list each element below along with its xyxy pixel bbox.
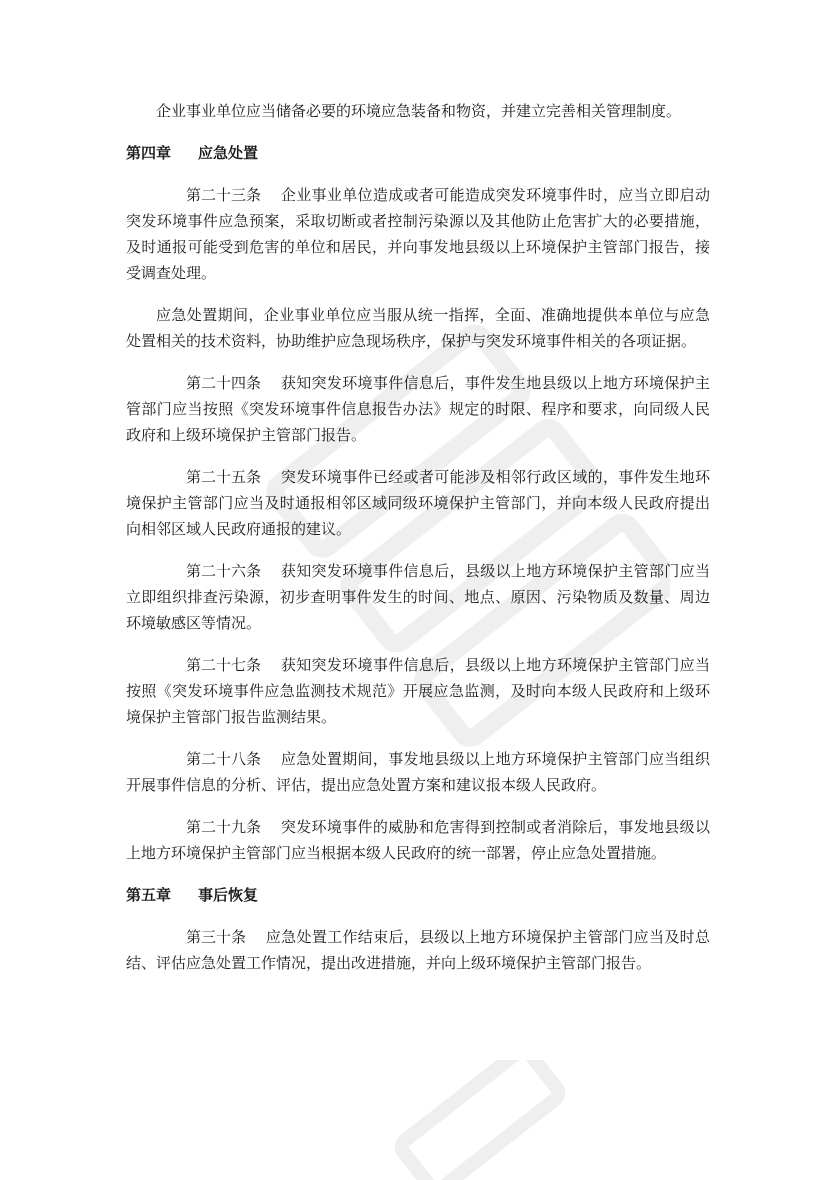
article-text: 应急处置期间，事发地县级以上地方环境保护主管部门应当组织开展事件信息的分析、评估，提出应急处置方案和建议报本级人民政府。 bbox=[126, 750, 710, 794]
article-number: 第二十八条 bbox=[186, 750, 262, 768]
chapter-5-number: 第五章 bbox=[126, 886, 172, 904]
article-25-paragraph bbox=[126, 464, 710, 542]
watermark-fragment bbox=[380, 1060, 580, 1180]
article-number: 第二十七条 bbox=[186, 656, 262, 674]
article-24-paragraph bbox=[126, 370, 710, 448]
article-number: 第二十六条 bbox=[186, 562, 262, 580]
article-text: 企业事业单位造成或者可能造成突发环境事件时，应当立即启动突发环境事件应急预案，采取切断或者控制污染源以及其他防止危害扩大的必要措施，及时通报可能受到危害的单位和居民，并向事发地县级以上环境保护主管部门报告，接受调查处理。 bbox=[126, 186, 710, 282]
chapter-4-title: 应急处置 bbox=[198, 144, 259, 162]
chapter-4-number: 第四章 bbox=[126, 144, 172, 162]
chapter-5-title: 事后恢复 bbox=[198, 886, 259, 904]
article-29-paragraph bbox=[126, 814, 710, 866]
chapter-4-heading bbox=[126, 140, 710, 166]
intro-paragraph: 企业事业单位应当储备必要的环境应急装备和物资，并建立完善相关管理制度。 bbox=[156, 102, 682, 120]
article-number: 第二十五条 bbox=[186, 468, 262, 486]
article-26-paragraph bbox=[126, 558, 710, 636]
article-number: 第二十九条 bbox=[186, 818, 262, 836]
article-number: 第二十四条 bbox=[186, 374, 262, 392]
article-30-paragraph bbox=[126, 924, 710, 976]
article-23-paragraph-2 bbox=[126, 302, 710, 354]
article-28-paragraph bbox=[126, 746, 710, 798]
article-text: 应急处置期间，企业事业单位应当服从统一指挥，全面、准确地提供本单位与应急处置相关的技术资料，协助维护应急现场秩序，保护与突发环境事件相关的各项证据。 bbox=[126, 306, 710, 350]
article-text: 获知突发环境事件信息后，事件发生地县级以上地方环境保护主管部门应当按照《突发环境事件信息报告办法》规定的时限、程序和要求，向同级人民政府和上级环境保护主管部门报告。 bbox=[126, 374, 710, 444]
article-number: 第三十条 bbox=[186, 928, 247, 946]
article-text: 获知突发环境事件信息后，县级以上地方环境保护主管部门应当立即组织排查污染源，初步查明事件发生的时间、地点、原因、污染物质及数量、周边环境敏感区等情况。 bbox=[126, 562, 710, 632]
article-text: 突发环境事件的威胁和危害得到控制或者消除后，事发地县级以上地方环境保护主管部门应当根据本级人民政府的统一部署，停止应急处置措施。 bbox=[126, 818, 710, 862]
article-text: 应急处置工作结束后，县级以上地方环境保护主管部门应当及时总结、评估应急处置工作情况，提出改进措施，并向上级环境保护主管部门报告。 bbox=[126, 928, 710, 972]
document-page bbox=[126, 98, 710, 992]
chapter-5-heading bbox=[126, 882, 710, 908]
article-text: 突发环境事件已经或者可能涉及相邻行政区域的，事件发生地环境保护主管部门应当及时通报相邻区域同级环境保护主管部门，并向本级人民政府提出向相邻区域人民政府通报的建议。 bbox=[126, 468, 710, 538]
article-27-paragraph bbox=[126, 652, 710, 730]
article-number: 第二十三条 bbox=[186, 186, 262, 204]
article-23-paragraph bbox=[126, 182, 710, 286]
article-text: 获知突发环境事件信息后，县级以上地方环境保护主管部门应当按照《突发环境事件应急监测技术规范》开展应急监测，及时向本级人民政府和上级环境保护主管部门报告监测结果。 bbox=[126, 656, 710, 726]
